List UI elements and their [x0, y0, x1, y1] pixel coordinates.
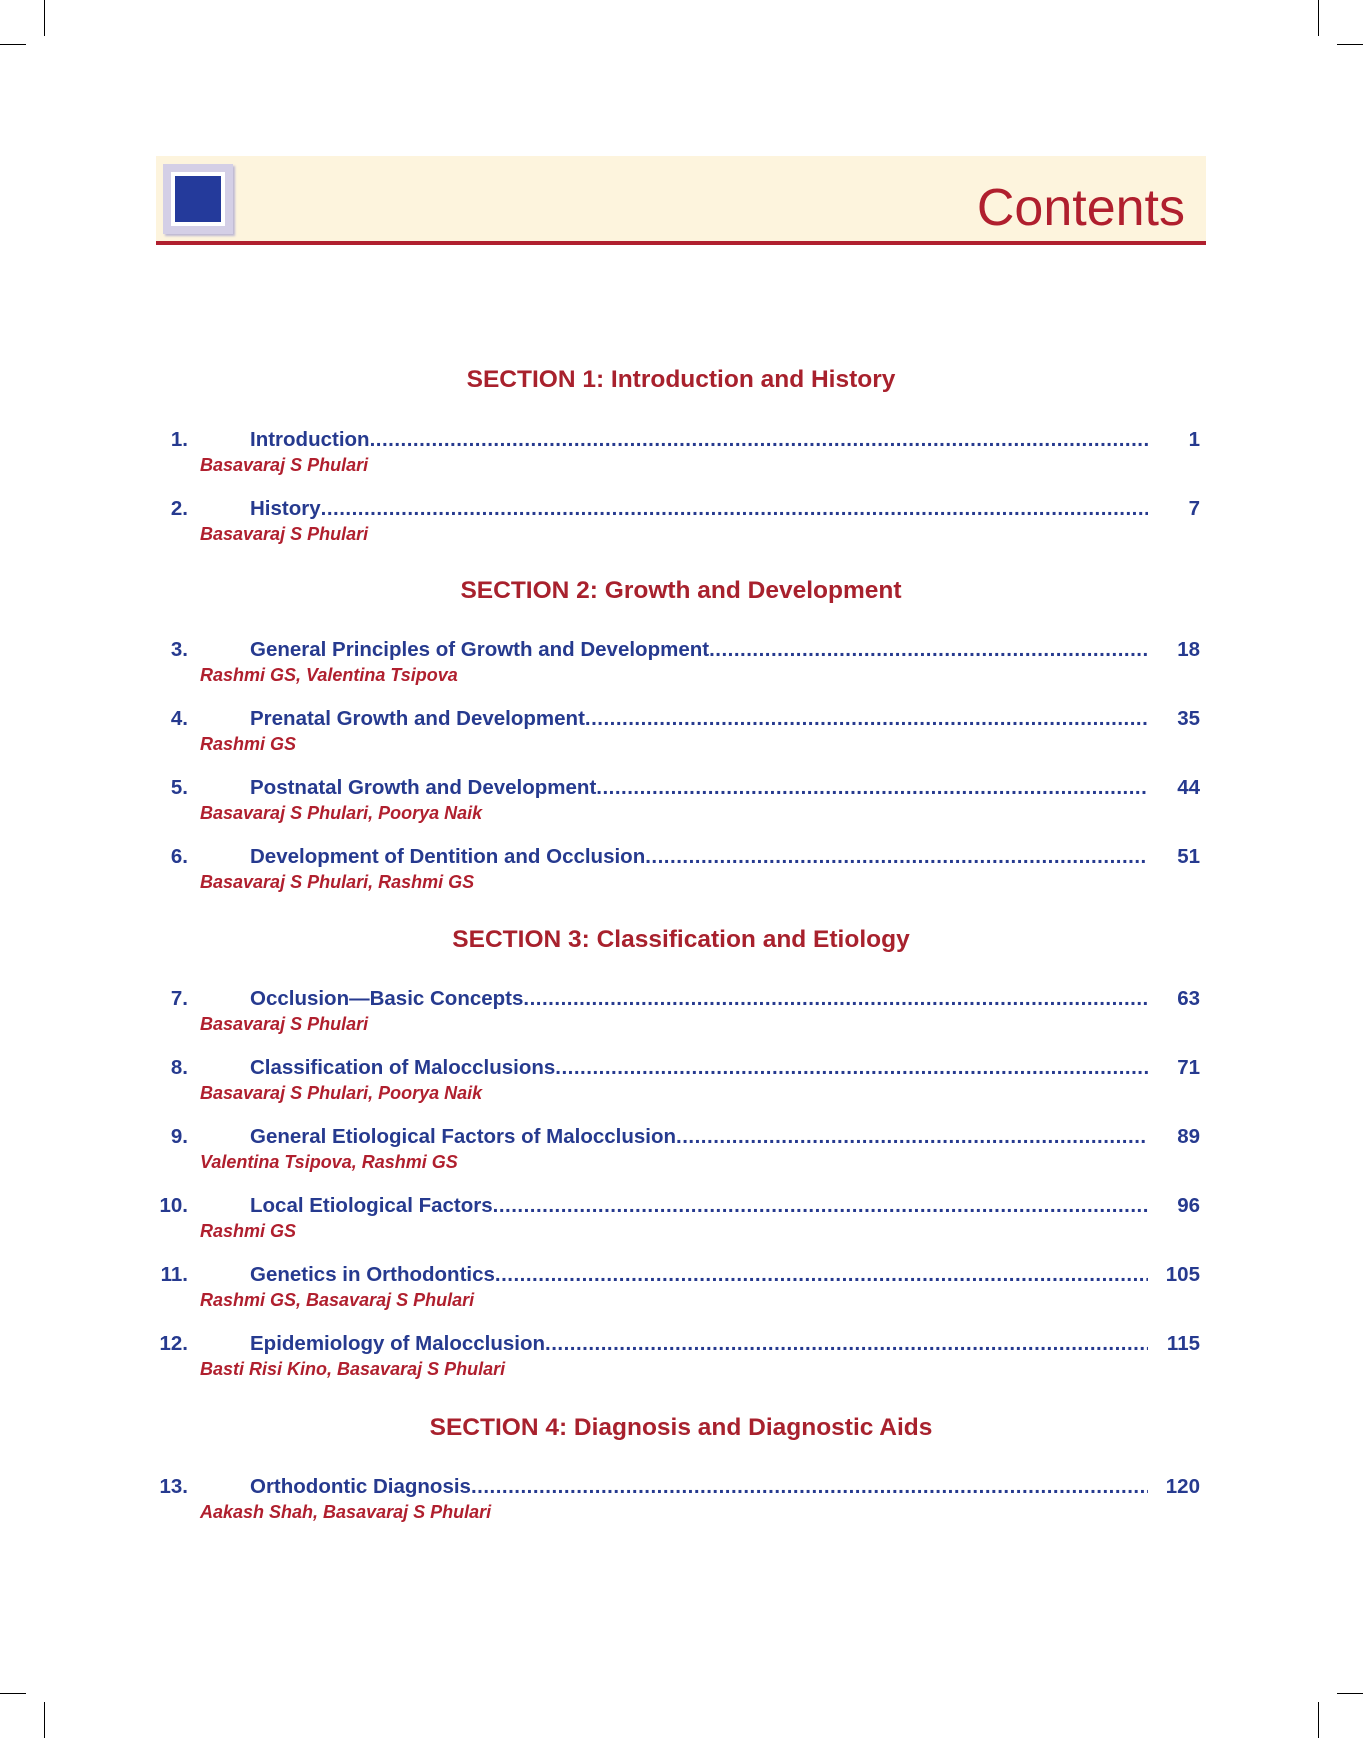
entry-authors: Basavaraj S Phulari — [200, 455, 369, 475]
toc-entry[interactable] — [150, 1055, 1200, 1105]
entry-title: Orthodontic Diagnosis . . . — [250, 1474, 1148, 1500]
entry-page: 115 — [1164, 1331, 1200, 1357]
entry-page: 89 — [1174, 1124, 1200, 1150]
entry-page: 18 — [1174, 637, 1200, 663]
entry-number: 2. — [170, 497, 188, 520]
entry-authors: Valentina Tsipova, Rashmi GS — [200, 1152, 458, 1172]
entry-number: 3. — [170, 638, 188, 661]
entry-number: 9. — [170, 1125, 188, 1148]
entry-number: 5. — [170, 776, 188, 799]
entry-authors: Rashmi GS — [200, 734, 297, 754]
entry-page: 7 — [1186, 496, 1200, 522]
entry-number: 12. — [159, 1332, 188, 1355]
entry-title: Prenatal Growth and Development . . . — [250, 706, 1148, 732]
square-logo-icon — [163, 164, 233, 234]
entry-title: Introduction . . . — [250, 427, 1148, 453]
entry-page: 44 — [1174, 775, 1200, 801]
toc-entry[interactable] — [150, 1262, 1200, 1312]
entry-title: Genetics in Orthodontics . . . — [250, 1262, 1148, 1288]
entry-authors: Basavaraj S Phulari, Poorya Naik — [200, 803, 483, 823]
entry-title: Epidemiology of Malocclusion . . . — [250, 1331, 1148, 1357]
toc-entry[interactable] — [150, 427, 1200, 477]
crop-mark — [44, 1702, 45, 1738]
entry-title: General Etiological Factors of Malocclusion . . . — [250, 1124, 1148, 1150]
entry-number: 6. — [170, 845, 188, 868]
entry-page: 96 — [1174, 1193, 1200, 1219]
entry-authors: Aakash Shah, Basavaraj S Phulari — [200, 1502, 492, 1522]
toc-entry[interactable] — [150, 1474, 1200, 1524]
toc-entry[interactable] — [150, 844, 1200, 894]
crop-mark — [0, 44, 26, 45]
entry-authors: Basavaraj S Phulari — [200, 1014, 369, 1034]
toc-entry[interactable] — [150, 1331, 1200, 1381]
toc-entry[interactable] — [150, 1124, 1200, 1174]
crop-mark — [1318, 1702, 1319, 1738]
entry-title: General Principles of Growth and Development . . . — [250, 637, 1148, 663]
entry-title: Occlusion—Basic Concepts . . . — [250, 986, 1148, 1012]
section-heading: SECTION 2: Growth and Development — [460, 577, 902, 604]
toc-entry[interactable] — [150, 775, 1200, 825]
entry-page: 105 — [1163, 1262, 1200, 1288]
entry-page: 71 — [1174, 1055, 1200, 1081]
entry-title: History . . . — [250, 496, 1148, 522]
entry-authors: Rashmi GS, Valentina Tsipova — [200, 665, 458, 685]
entry-page: 120 — [1163, 1474, 1200, 1500]
page-title: Contents — [976, 179, 1185, 237]
section-heading: SECTION 3: Classification and Etiology — [452, 926, 910, 953]
entry-title: Classification of Malocclusions . . . — [250, 1055, 1148, 1081]
crop-mark — [0, 1693, 26, 1694]
toc-entry[interactable] — [150, 637, 1200, 687]
toc-entry[interactable] — [150, 496, 1200, 546]
crop-mark — [1337, 44, 1363, 45]
crop-mark — [1318, 0, 1319, 36]
entry-page: 51 — [1174, 844, 1200, 870]
entry-number: 4. — [170, 707, 188, 730]
section-heading: SECTION 4: Diagnosis and Diagnostic Aids — [429, 1414, 933, 1441]
entry-title: Postnatal Growth and Development . . . — [250, 775, 1148, 801]
section-heading: SECTION 1: Introduction and History — [466, 366, 896, 393]
entry-title: Development of Dentition and Occlusion . . . — [250, 844, 1148, 870]
entry-page: 35 — [1174, 706, 1200, 732]
entry-authors: Rashmi GS, Basavaraj S Phulari — [200, 1290, 475, 1310]
entry-number: 7. — [170, 987, 188, 1010]
entry-number: 8. — [170, 1056, 188, 1079]
entry-authors: Basavaraj S Phulari, Poorya Naik — [200, 1083, 483, 1103]
entry-authors: Basti Risi Kino, Basavaraj S Phulari — [200, 1359, 506, 1379]
crop-mark — [44, 0, 45, 36]
entry-number: 1. — [170, 428, 188, 451]
entry-number: 10. — [159, 1194, 188, 1217]
entry-authors: Basavaraj S Phulari — [200, 524, 369, 544]
toc-entry[interactable] — [150, 706, 1200, 756]
toc-entry[interactable] — [150, 1193, 1200, 1243]
entry-page: 63 — [1174, 986, 1200, 1012]
entry-number: 13. — [159, 1475, 188, 1498]
crop-mark — [1337, 1693, 1363, 1694]
entry-authors: Basavaraj S Phulari, Rashmi GS — [200, 872, 475, 892]
toc-entry[interactable] — [150, 986, 1200, 1036]
entry-title: Local Etiological Factors . . . — [250, 1193, 1148, 1219]
entry-number: 11. — [160, 1263, 188, 1286]
entry-page: 1 — [1186, 427, 1200, 453]
entry-authors: Rashmi GS — [200, 1221, 297, 1241]
